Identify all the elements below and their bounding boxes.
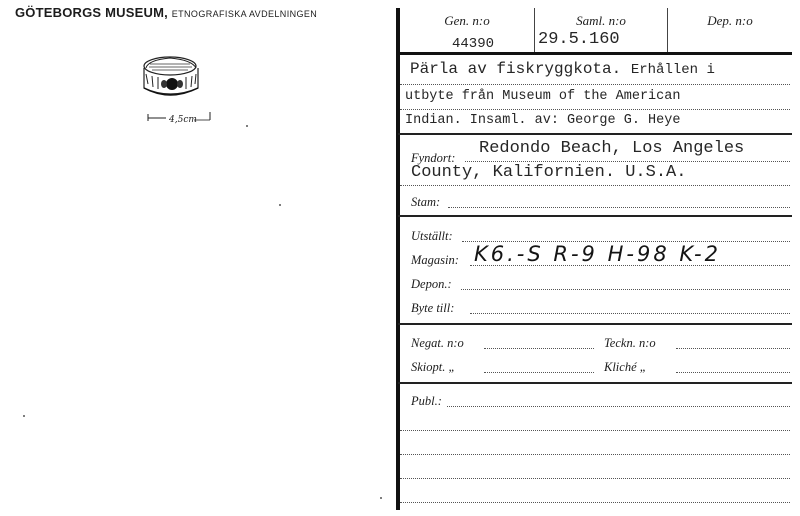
gen-no-label: Gen. n:o: [444, 13, 490, 28]
fyndort-line-1: Redondo Beach, Los Angeles: [479, 139, 745, 158]
teckn-label: Teckn. n:o: [604, 336, 656, 350]
ruled-line: [400, 185, 790, 186]
ruled-line: [470, 313, 790, 314]
paper-speck: [279, 204, 281, 206]
ruled-line: [470, 265, 790, 266]
skiopt-label: Skiopt. „: [411, 360, 456, 374]
ruled-line: [447, 406, 790, 407]
ruled-line: [400, 454, 790, 455]
utstallt-label: Utställt:: [411, 229, 453, 243]
ruled-line: [400, 109, 790, 110]
paper-speck: [23, 415, 25, 417]
department-name: ETNOGRAFISKA AVDELNINGEN: [171, 9, 318, 19]
saml-no-value: 29.5.160: [538, 30, 620, 49]
ruled-line: [676, 348, 790, 349]
ruled-line: [400, 478, 790, 479]
section-divider: [398, 323, 792, 325]
ruled-line: [461, 289, 790, 290]
magasin-label: Magasin:: [411, 253, 459, 267]
ruled-line: [448, 207, 790, 208]
header-divider: [398, 52, 792, 55]
gen-no-value: 44390: [452, 36, 495, 52]
fyndort-line-2: County, Kalifornien. U.S.A.: [411, 163, 687, 182]
saml-no-label: Saml. n:o: [576, 13, 626, 28]
museum-name: GÖTEBORGS MUSEUM,: [15, 5, 168, 20]
ruled-line: [400, 84, 790, 85]
bead-sketch: [136, 54, 216, 132]
scale-label: 4,5cm: [169, 115, 197, 125]
ruled-line: [676, 372, 790, 373]
section-divider: [398, 382, 792, 384]
fyndort-label: Fyndort:: [411, 151, 456, 165]
magasin-value: K6.-S R-9 H-98 K-2: [474, 242, 721, 266]
publ-label: Publ.:: [411, 394, 442, 408]
description-line-1b: Erhållen i: [630, 62, 715, 78]
depon-label: Depon.:: [411, 277, 452, 291]
description-line-1a: Pärla av fiskryggkota.: [410, 60, 622, 78]
ruled-line: [400, 502, 790, 503]
museum-heading: [15, 5, 317, 20]
paper-speck: [246, 125, 248, 127]
paper-speck: [380, 497, 382, 499]
description-line-1: [410, 60, 715, 78]
description-line-3: Indian. Insaml. av: George G. Heye: [405, 113, 681, 128]
dep-no-label: Dep. n:o: [707, 13, 753, 28]
ruled-line: [400, 430, 790, 431]
stam-label: Stam:: [411, 195, 441, 209]
kliche-label: Kliché „: [604, 360, 647, 374]
byte-label: Byte till:: [411, 301, 455, 315]
section-divider: [398, 215, 792, 217]
ruled-line: [465, 161, 790, 162]
negat-label: Negat. n:o: [411, 336, 464, 350]
ruled-line: [484, 348, 594, 349]
ruled-line: [484, 372, 594, 373]
description-line-2: utbyte från Museum of the American: [405, 89, 681, 104]
section-divider: [398, 133, 792, 135]
